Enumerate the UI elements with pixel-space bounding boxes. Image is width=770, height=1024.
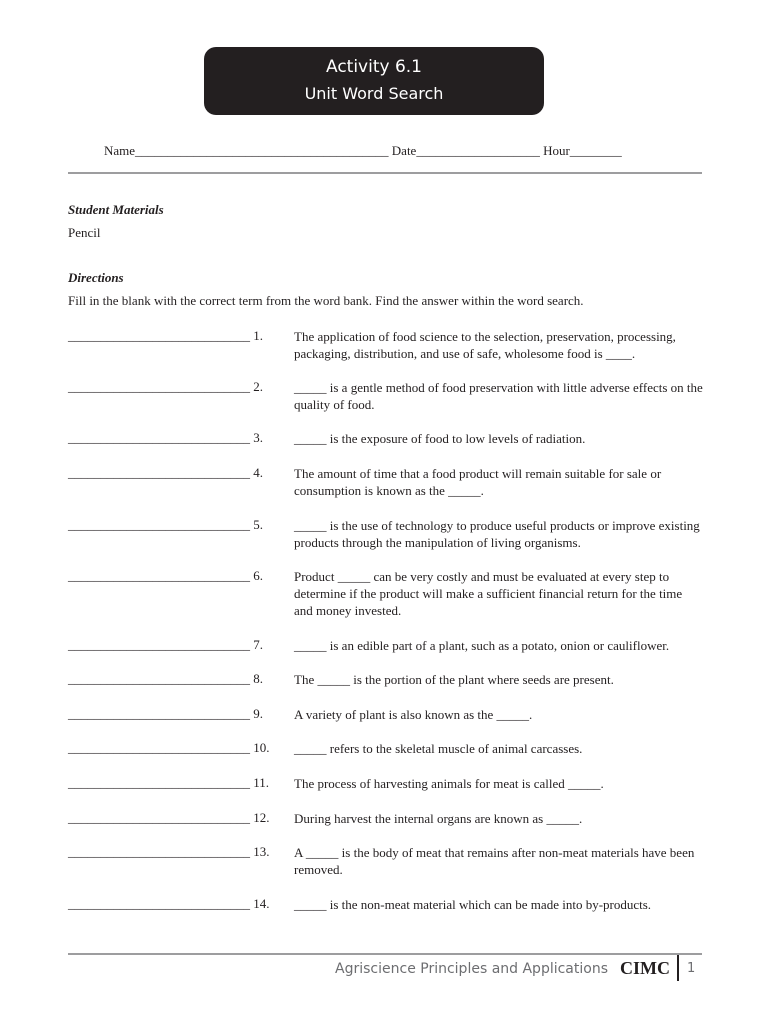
name-date-hour-line: Name_______________________________________ Date___________________ Hour________ (104, 143, 622, 158)
page-number: 1 (687, 961, 696, 976)
question-6-blank: ____________________________ 6. (68, 568, 263, 583)
footer-brand-logo: CIMC (620, 958, 670, 978)
question-14-text: _____ is the non-meat material which can be made into by-products. (294, 897, 652, 912)
materials-heading: Student Materials (68, 202, 164, 217)
activity-title: Unit Word Search (304, 84, 444, 103)
question-12-text: During harvest the internal organs are known as _____. (294, 811, 583, 826)
question-13-blank: ____________________________ 13. (68, 844, 270, 859)
header-divider (68, 172, 702, 174)
question-10-blank: ____________________________ 10. (68, 740, 270, 755)
question-6-text: Product _____ can be very costly and must be evaluated at every step to determine if the product will make a sufficient financial return for the time and money invested. (294, 569, 683, 618)
question-4-blank: ____________________________ 4. (68, 465, 263, 480)
materials-item: Pencil (68, 225, 101, 240)
question-4-text: The amount of time that a food product will remain suitable for sale or consumption is known as the _____. (294, 466, 662, 498)
question-1-blank: ____________________________ 1. (68, 328, 263, 343)
question-2-blank: ____________________________ 2. (68, 379, 263, 394)
directions-text: Fill in the blank with the correct term from the word bank. Find the answer within the word search. (68, 293, 584, 308)
question-3-blank: ____________________________ 3. (68, 430, 263, 445)
question-8-blank: ____________________________ 8. (68, 671, 263, 686)
directions-heading: Directions (68, 270, 124, 285)
question-2-text: _____ is a gentle method of food preservation with little adverse effects on the quality of food. (294, 380, 703, 412)
question-12-blank: ____________________________ 12. (68, 810, 270, 825)
footer-book-title: Agriscience Principles and Applications (335, 961, 608, 977)
question-8-text: The _____ is the portion of the plant where seeds are present. (294, 672, 614, 687)
question-11-text: The process of harvesting animals for meat is called _____. (294, 776, 604, 791)
question-11-blank: ____________________________ 11. (68, 775, 270, 790)
question-7-text: _____ is an edible part of a plant, such as a potato, onion or cauliflower. (294, 638, 670, 653)
question-13-text: A _____ is the body of meat that remains after non-meat materials have been removed. (294, 845, 695, 877)
question-5-text: _____ is the use of technology to produce useful products or improve existing products through the manipulation of living organisms. (294, 518, 700, 550)
activity-title-box (204, 47, 544, 115)
question-5-blank: ____________________________ 5. (68, 517, 263, 532)
question-9-text: A variety of plant is also known as the _____. (294, 707, 533, 722)
question-3-text: _____ is the exposure of food to low levels of radiation. (294, 431, 586, 446)
question-7-blank: ____________________________ 7. (68, 637, 263, 652)
question-14-blank: ____________________________ 14. (68, 896, 270, 911)
activity-number: Activity 6.1 (325, 57, 422, 77)
footer-divider (68, 953, 702, 955)
footer-separator (677, 955, 679, 981)
question-10-text: _____ refers to the skeletal muscle of animal carcasses. (294, 741, 583, 756)
question-1-text: The application of food science to the selection, preservation, processing, packaging, distribution, and use of safe, wholesome food is ____. (294, 329, 676, 361)
question-9-blank: ____________________________ 9. (68, 706, 263, 721)
